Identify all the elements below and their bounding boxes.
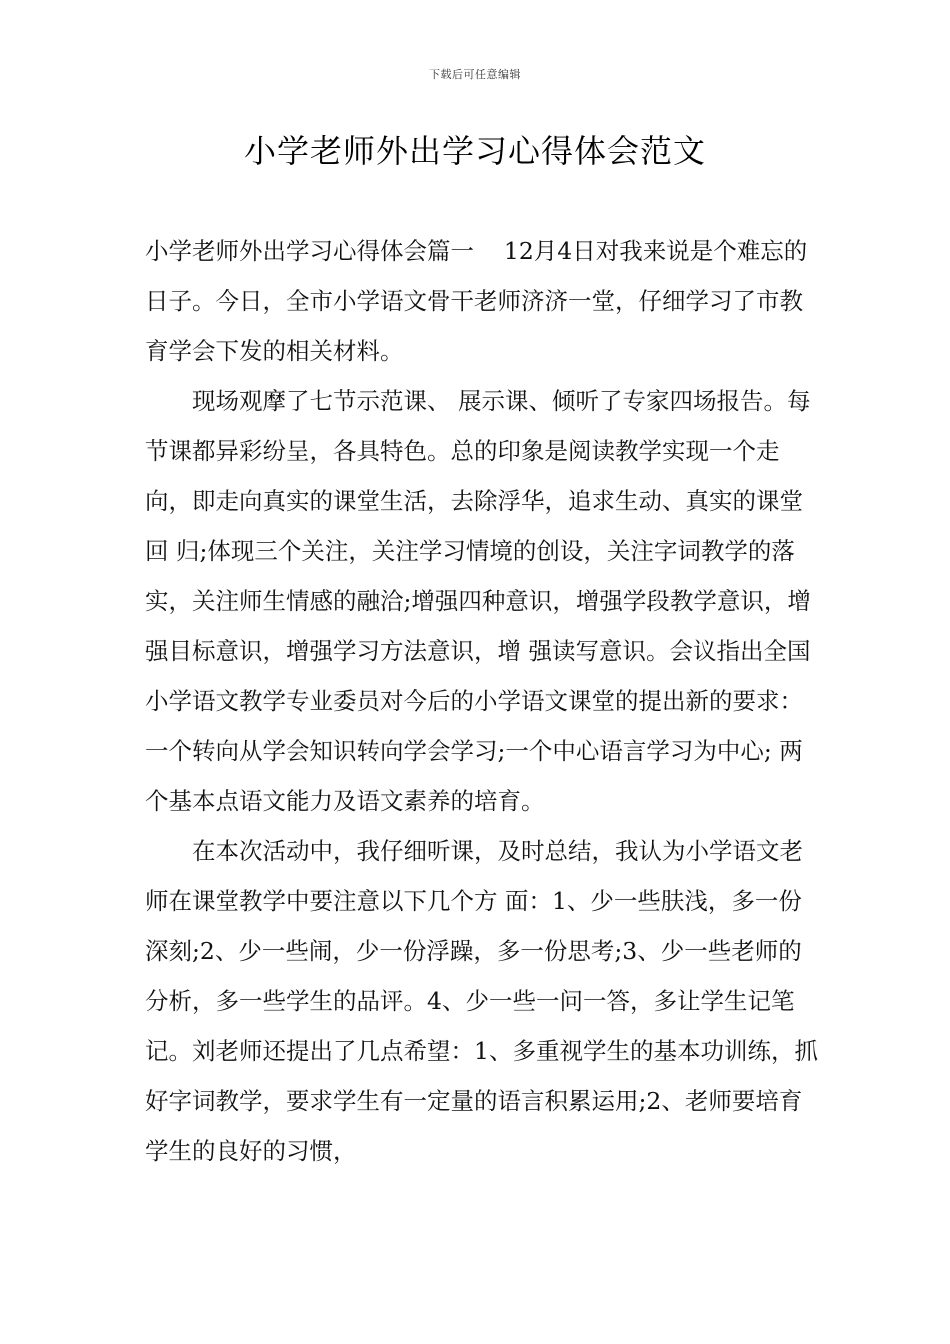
document-title: 小学老师外出学习心得体会范文: [243, 132, 706, 170]
header-note: 下载后可任意编辑: [429, 68, 521, 81]
paragraph-intro: 小学老师外出学习心得体会篇一 12月4日对我来说是个难忘的日子。今日，全市小学语文骨干老师济济一堂，仔细学习了市教育学会下发的相关材料。: [145, 237, 808, 365]
document-body: [145, 226, 825, 1176]
paragraph-observation: 现场观摩了七节示范课、 展示课、倾听了专家四场报告。每节课都异彩纷呈，各具特色。总的印象是阅读教学实现一个走向，即走向真实的课堂生活，去除浮华，追求生动、真实的课堂回 归;体现三个关注，关注学习情境的创设，关注字词教学的落实，关注师生情感的融洽;增强四种意识，增强学段教学意识，增强目标意识，增强学习方法意识，增 强读写意识。会议指出全国小学语文教学专业委员对今后的小学语文课堂的提出新的要求：一个转向从学会知识转向学会学习;一个中心语言学习为中心; 两个基本点语文能力及语文素养的培育。: [145, 387, 811, 815]
paragraph-summary: 在本次活动中，我仔细听课，及时总结，我认为小学语文老师在课堂教学中要注意以下几个方 面：1、少一些肤浅，多一份深刻;2、少一些闹，少一份浮躁，多一份思考;3、少一些老师的分析，多一些学生的品评。4、少一些一问一答，多让学生记笔 记。刘老师还提出了几点希望：1、多重视学生的基本功训练，抓好字词教学，要求学生有一定量的语言积累运用;2、老师要培育学生的良好的习惯，: [145, 837, 818, 1165]
